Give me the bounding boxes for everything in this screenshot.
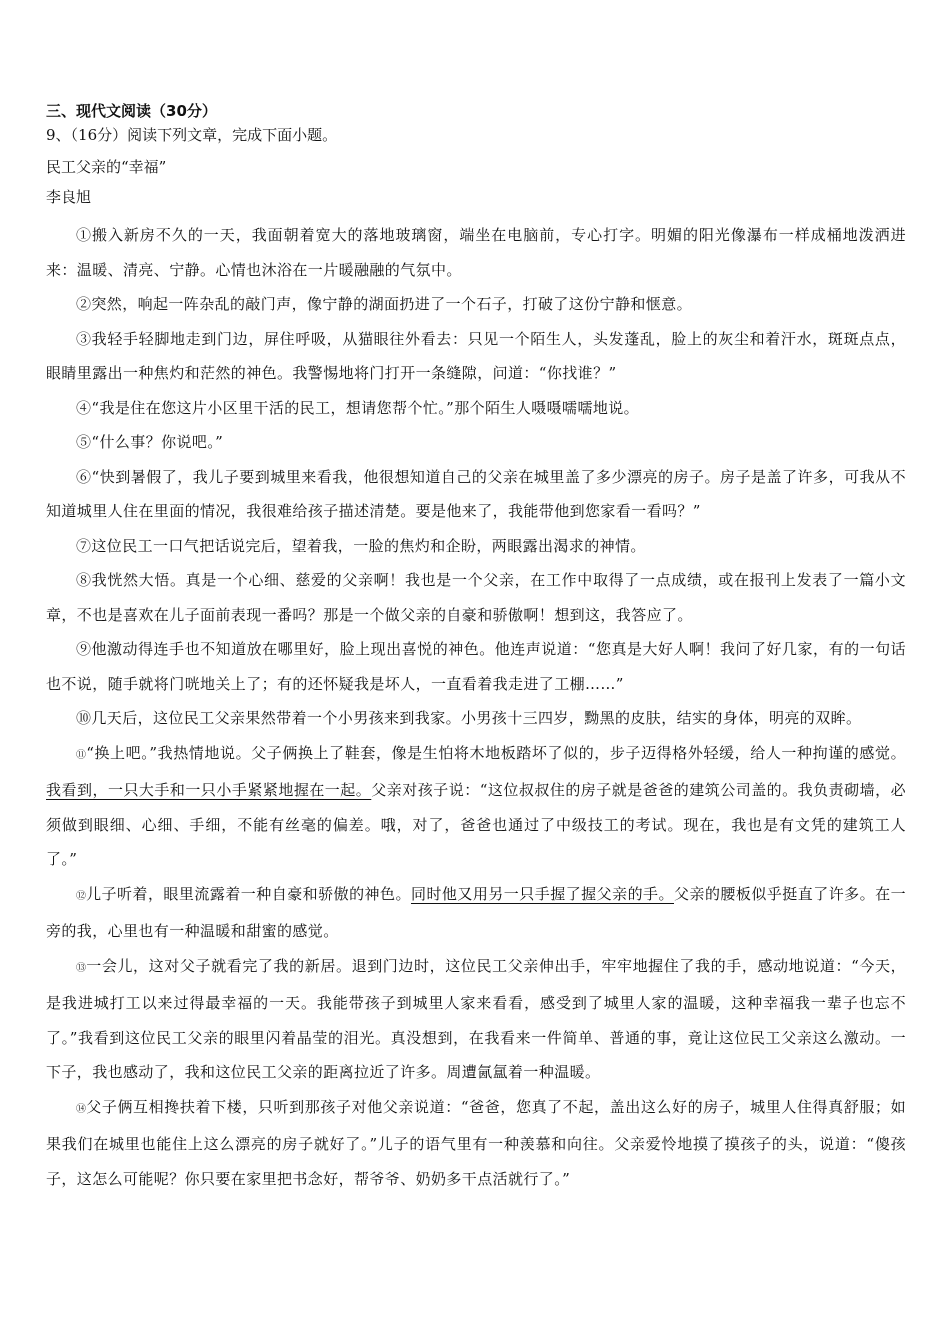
- paragraph-text: “我是住在您这片小区里干活的民工，想请您帮个忙。”那个陌生人嗫嗫嚅嚅地说。: [91, 398, 640, 417]
- paragraph-text: 一会儿，这对父子就看完了我的新居。退到门边时，这位民工父亲伸出手，牢牢地握住了我的手，感动地说道：“今天，是我进城打工以来过得最幸福的一天。我能带孩子到城里人家来看看，感受到了城里人家的温暖，这种幸福我一辈子也忘不了。”我看到这位民工父亲的眼里闪着晶莹的泪光。真没想到，在我看来一件简单、普通的事，竟让这位民工父亲这么激动。一下子，我也感动了，我和这位民工父亲的距离拉近了许多。周遭氤氲着一种温暖。: [46, 956, 907, 1081]
- paragraph-number: ①: [76, 226, 92, 244]
- paragraph-number: ②: [76, 295, 92, 313]
- paragraph-number: ⑧: [76, 571, 92, 589]
- paragraph-5: [46, 425, 906, 460]
- paragraph-text: 儿子听着，眼里流露着一种自豪和骄傲的神色。: [86, 884, 411, 903]
- article-author: 李良旭: [46, 188, 92, 206]
- paragraph-9: [46, 632, 906, 701]
- paragraph-11: [46, 736, 906, 877]
- question-prompt: 9、（16分）阅读下列文章，完成下面小题。: [46, 126, 338, 144]
- paragraph-number: ⑪: [76, 749, 87, 761]
- paragraph-1: [46, 218, 906, 287]
- paragraph-number: ⑥: [76, 467, 92, 486]
- paragraph-14: [46, 1090, 906, 1197]
- paragraph-12: [46, 877, 906, 949]
- paragraph-3: [46, 322, 906, 391]
- paragraph-2: [46, 287, 906, 322]
- paragraph-number: ⑤: [76, 433, 92, 451]
- paragraph-4: [46, 391, 906, 426]
- document-page: [46, 98, 906, 1196]
- paragraph-text: “快到暑假了，我儿子要到城里来看我，他很想知道自己的父亲在城里盖了多少漂亮的房子。房子是盖了许多，可我从不知道城里人住在里面的情况，我很难给孩子描述清楚。要是他来了，我能带他到您家看一看吗？”: [46, 467, 907, 520]
- paragraph-text: 我恍然大悟。真是一个心细、慈爱的父亲啊！我也是一个父亲，在工作中取得了一点成绩，或在报刊上发表了一篇小文章，不也是喜欢在儿子面前表现一番吗？那是一个做父亲的自豪和骄傲啊！想到这，我答应了。: [46, 571, 906, 624]
- paragraph-8: [46, 563, 906, 632]
- paragraph-text: 父亲对孩子说：“这位叔叔住的房子就是爸爸的建筑公司盖的。我负责砌墙，必须做到眼细、心细、手细，不能有丝毫的偏差。哦，对了，爸爸也通过了中级技工的考试。现在，我也是有文凭的建筑工人了。”: [46, 781, 906, 868]
- paragraph-text: 他激动得连手也不知道放在哪里好，脸上现出喜悦的神色。他连声说道：“您真是大好人啊！我问了好几家，有的一句话也不说，随手就将门咣地关上了；有的还怀疑我是坏人，一直看着我走进了工棚……”: [46, 640, 907, 693]
- paragraph-text: 我轻手轻脚地走到门边，屏住呼吸，从猫眼往外看去：只见一个陌生人，头发蓬乱，脸上的灰尘和着汗水，斑斑点点，眼睛里露出一种焦灼和茫然的神色。我警惕地将门打开一条缝隙，问道：“你找谁？”: [46, 329, 906, 382]
- paragraph-number: ⑭: [76, 1103, 87, 1115]
- paragraph-number: ⑦: [76, 536, 92, 555]
- paragraph-text: 突然，响起一阵杂乱的敲门声，像宁静的湖面扔进了一个石子，打破了这份宁静和惬意。: [91, 295, 693, 313]
- section-title: 三、现代文阅读（30分）: [46, 102, 217, 120]
- paragraph-number: ④: [76, 398, 92, 417]
- paragraph-text: “换上吧。”我热情地说。父子俩换上了鞋套，像是生怕将木地板踏坏了似的，步子迈得格外轻缓，给人一种拘谨的感觉。: [86, 743, 906, 762]
- paragraph-text: 搬入新房不久的一天，我面朝着宽大的落地玻璃窗，端坐在电脑前，专心打字。明媚的阳光像瀑布一样成桶地泼洒进来：温暖、清亮、宁静。心情也沐浴在一片暖融融的气氛中。: [46, 226, 907, 279]
- article-title: 民工父亲的“幸福”: [46, 158, 167, 176]
- paragraph-10: [46, 701, 906, 736]
- paragraph-number: ⑨: [76, 640, 92, 658]
- underlined-sentence: 同时他又用另一只手握了握父亲的手。: [410, 884, 674, 903]
- paragraph-6: [46, 460, 906, 529]
- paragraph-13: [46, 949, 906, 1090]
- underlined-sentence: 我看到，一只大手和一只小手紧紧地握在一起。: [46, 781, 372, 799]
- paragraph-number: ⑬: [76, 962, 87, 974]
- paragraph-number: ⑩: [76, 709, 92, 727]
- paragraph-number: ⑫: [76, 890, 87, 902]
- paragraph-text: “什么事？你说吧。”: [91, 433, 224, 451]
- paragraph-text: 父亲的腰板似乎挺直了许多。在一旁的我，心里也有一种温暖和甜蜜的感觉。: [46, 884, 906, 940]
- paragraph-text: 父子俩互相搀扶着下楼，只听到那孩子对他父亲说道：“爸爸，您真了不起，盖出这么好的房子，城里人住得真舒服；如果我们在城里也能住上这么漂亮的房子就好了。”儿子的语气里有一种羡慕和向往。父亲爱怜地摸了摸孩子的头，说道：“傻孩子，这怎么可能呢？你只要在家里把书念好，帮爷爷、奶奶多干点活就行了。”: [46, 1097, 907, 1188]
- paragraph-7: [46, 529, 906, 564]
- paragraph-number: ③: [76, 329, 92, 348]
- paragraph-text: 这位民工一口气把话说完后，望着我，一脸的焦灼和企盼，两眼露出渴求的神情。: [91, 536, 646, 555]
- paragraph-text: 几天后，这位民工父亲果然带着一个小男孩来到我家。小男孩十三四岁，黝黑的皮肤，结实的身体，明亮的双眸。: [91, 709, 862, 727]
